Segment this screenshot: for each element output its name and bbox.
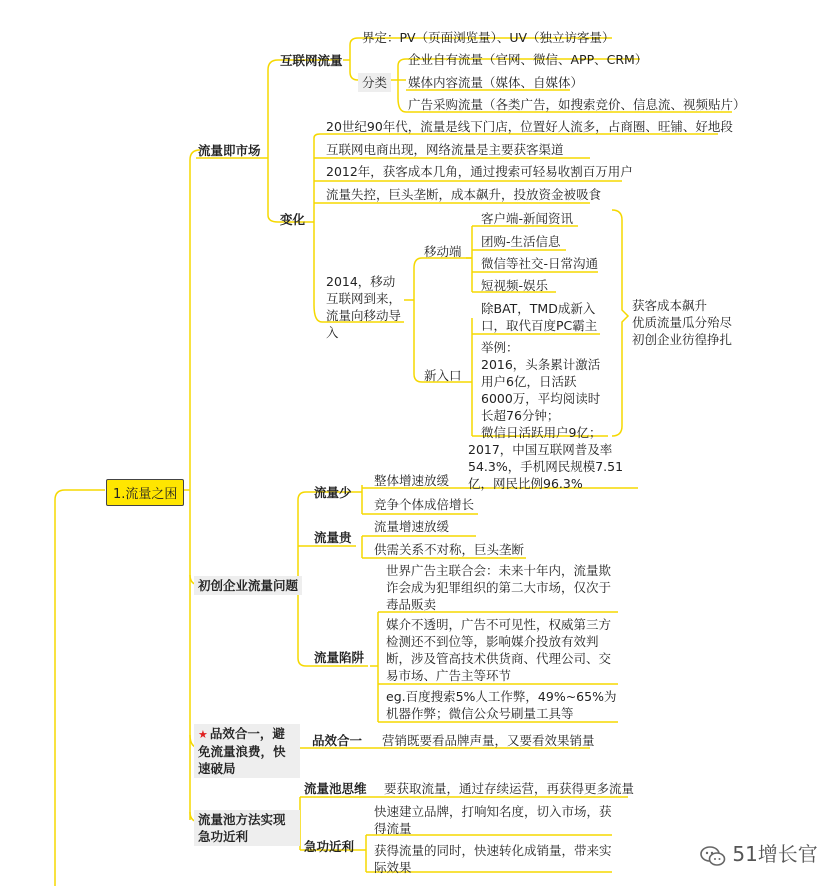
- node-new-entry-2[interactable]: 举例： 2016，头条累计激活用户6亿，日活跃6000万，平均阅读时长超76分钟； 微信日活跃用户9亿；: [481, 340, 602, 440]
- node-class-1[interactable]: 企业自有流量（官网、微信、APP、CRM）: [408, 52, 648, 67]
- node-pool-thinking-detail[interactable]: 要获取流量，通过存续运营，再获得更多流量: [384, 781, 635, 796]
- node-mobile-4[interactable]: 短视频-娱乐: [481, 278, 549, 293]
- node-trap-1[interactable]: 世界广告主联合会：未来十年内，流量欺诈会成为犯罪组织的第二大市场，仅次于毒品贩卖: [386, 563, 612, 612]
- node-brand-effect-detail[interactable]: 营销既要看品牌声量，又要看效果销量: [382, 733, 595, 748]
- node-mobile-1[interactable]: 客户端-新闻资讯: [481, 211, 574, 226]
- node-traffic-trap[interactable]: 流量陷阱: [314, 650, 365, 665]
- root-node[interactable]: 1.流量之困: [106, 479, 184, 506]
- node-class-3[interactable]: 广告采购流量（各类广告，如搜索竞价、信息流、视频贴片）: [408, 97, 746, 112]
- node-mobile-2014[interactable]: 2014，移动互联网到来，流量向移动导入: [326, 274, 402, 340]
- node-startup-traffic-problems[interactable]: 初创企业流量问题: [194, 576, 302, 595]
- node-less-traffic[interactable]: 流量少: [314, 485, 352, 500]
- node-compete[interactable]: 竞争个体成倍增长: [374, 497, 475, 512]
- node-change-2[interactable]: 互联网电商出现，网络流量是主要获客渠道: [326, 142, 564, 157]
- node-expensive-1[interactable]: 流量增速放缓: [374, 519, 450, 534]
- node-classify[interactable]: 分类: [358, 73, 391, 92]
- node-traffic-is-market[interactable]: 流量即市场: [198, 143, 261, 158]
- node-quick-2[interactable]: 获得流量的同时，快速转化成销量，带来实际效果: [374, 843, 612, 875]
- node-mobile[interactable]: 移动端: [424, 244, 462, 259]
- node-mobile-2[interactable]: 团购-生活信息: [481, 234, 561, 249]
- node-quick-1[interactable]: 快速建立品牌，打响知名度，切入市场，获得流量: [374, 804, 612, 836]
- wechat-icon: [700, 845, 726, 867]
- node-new-entry[interactable]: 新入口: [424, 368, 462, 383]
- node-change[interactable]: 变化: [280, 212, 306, 227]
- node-slowdown-detail[interactable]: 2017，中国互联网普及率54.3%，手机网民规模7.51亿，网民比例96.3%: [468, 442, 624, 491]
- node-brand-effect-text: 品效合一，避免流量浪费，快速破局: [198, 726, 286, 776]
- node-trap-3[interactable]: eg.百度搜索5%人工作弊，49%~65%为机器作弊；微信公众号刷量工具等: [386, 689, 617, 721]
- node-trap-2[interactable]: 媒介不透明，广告不可见性，权威第三方检测还不到位等，影响媒介投放有效判断，涉及管高技术供货商、代理公司、交易市场、广告主等环节: [386, 617, 612, 683]
- node-quick-wins[interactable]: 急功近利: [304, 839, 355, 854]
- node-pool-thinking[interactable]: 流量池思维: [304, 781, 367, 796]
- watermark-text: 51增长官: [732, 842, 818, 866]
- node-brand-effect-unity[interactable]: [194, 724, 300, 778]
- node-change-1[interactable]: 20世纪90年代，流量是线下门店，位置好人流多，占商圈、旺铺、好地段: [326, 119, 733, 134]
- node-expensive-2[interactable]: 供需关系不对称，巨头垄断: [374, 542, 525, 557]
- node-expensive-traffic[interactable]: 流量贵: [314, 530, 352, 545]
- node-definition[interactable]: 界定：PV（页面浏览量）、UV（独立访客量）: [362, 30, 615, 45]
- node-brand-effect[interactable]: 品效合一: [312, 733, 363, 748]
- node-slowdown[interactable]: 整体增速放缓: [374, 473, 450, 488]
- watermark: [700, 838, 818, 867]
- node-summary[interactable]: 获客成本飙升 优质流量瓜分殆尽 初创企业彷徨挣扎: [632, 298, 733, 347]
- node-change-4[interactable]: 流量失控，巨头垄断，成本飙升，投放资金被吸食: [326, 187, 602, 202]
- node-mobile-3[interactable]: 微信等社交-日常沟通: [481, 256, 599, 271]
- node-internet-traffic[interactable]: 互联网流量: [280, 53, 343, 68]
- star-icon: ★: [198, 728, 208, 741]
- node-class-2[interactable]: 媒体内容流量（媒体、自媒体）: [408, 75, 584, 90]
- node-traffic-pool-method[interactable]: 流量池方法实现急功近利: [194, 810, 300, 846]
- node-change-3[interactable]: 2012年，获客成本几角，通过搜索可轻易收割百万用户: [326, 164, 633, 179]
- node-new-entry-1[interactable]: 除BAT，TMD成新入口，取代百度PC霸主: [481, 301, 598, 333]
